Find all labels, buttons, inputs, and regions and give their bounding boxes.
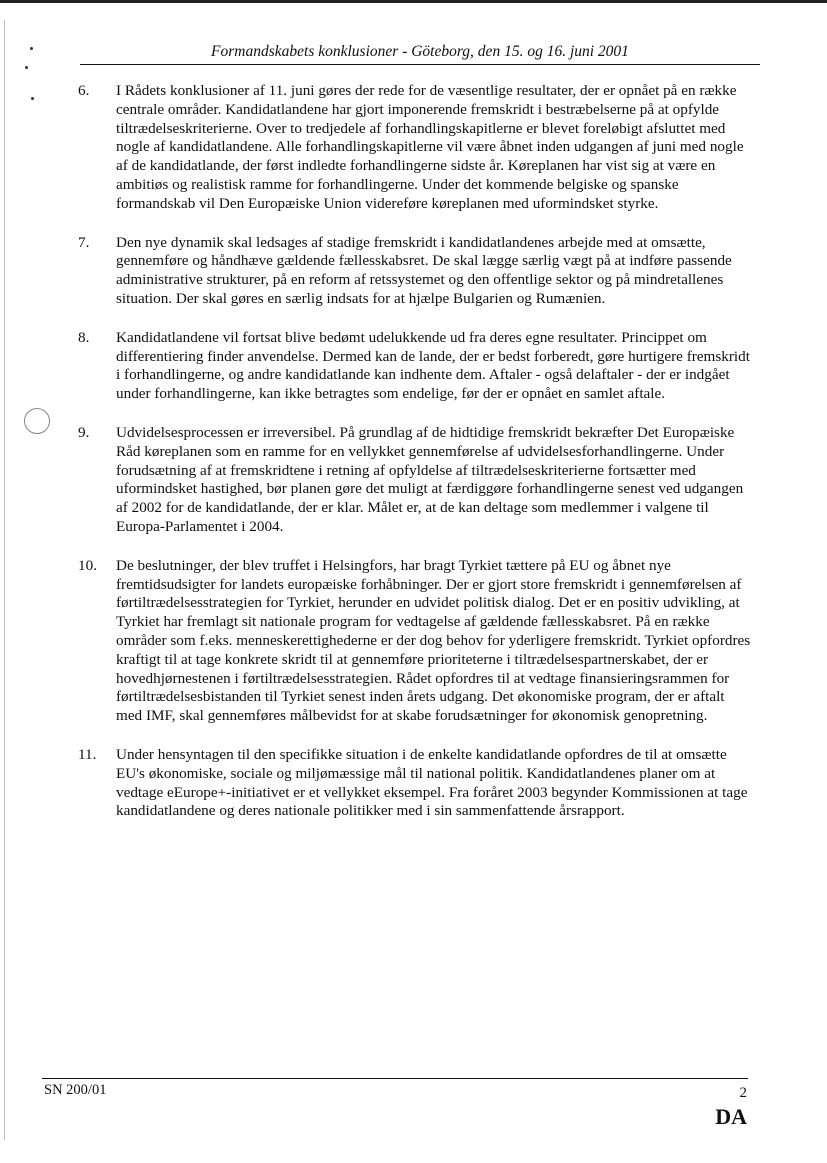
paragraph-text: Under hensyntagen til den specifikke situation i de enkelte kandidatlande opfordres de til at omsætte EU's økonomiske, sociale og miljømæssige mål til national politik. Kandidatlandenes planer om at vedtage eEurope+-initiativet er et vellykket eksempel. Fra foråret 2003 begynder Kommissionen at tage kandidatlandene og deres nationale politikker med i sin sammenfattende årsrapport. [116,745,748,820]
paragraph-7 [78,234,754,309]
paragraph-number: 8. [78,328,90,346]
margin-dot [25,66,28,69]
paragraph-10 [78,557,754,726]
paragraph-9 [78,424,754,537]
document-body [78,82,754,841]
paragraph-6 [78,82,754,214]
page-header [80,43,760,65]
margin-dot [30,47,33,50]
paragraph-number: 6. [78,82,90,99]
paragraph-number: 10. [78,556,97,574]
document-reference: SN 200/01 [44,1082,107,1098]
page-header-title: Formandskabets konklusioner - Göteborg, den 15. og 16. juni 2001 [211,43,629,60]
margin-dot [31,97,34,100]
paragraph-number: 7. [78,233,90,251]
punch-hole [24,408,50,434]
footer-divider [42,1078,748,1079]
paragraph-text: Den nye dynamik skal ledsages af stadige fremskridt i kandidatlandenes arbejde med at omsætte, gennemføre og håndhæve gældende fællesskabsret. De skal lægge særlig vægt på at indføre passende administrative strukturer, på en reform af retssystemet og den offentlige sektor og på mindretallenes situation. Der skal gøres en særlig indsats for at hjælpe Bulgarien og Rumænien. [116,233,732,307]
page-number: 2 [739,1085,747,1101]
paragraph-number: 11. [78,745,97,763]
scan-edge-top [0,0,827,3]
paragraph-text: De beslutninger, der blev truffet i Helsingfors, har bragt Tyrkiet tættere på EU og åbnet nye fremtidsudsigter for landets europæiske forhåbninger. Der er gjort store fremskridt i gennemførelsen af førtiltrædelsesstrategien for Tyrkiet, herunder en udvidet politisk dialog. Det er en positiv udvikling, at Tyrkiet har fremlagt sit nationale program for vedtagelse af gældende fællesskabsret. På en række områder som f.eks. menneskerettighederne er der dog behov for yderligere fremskridt. Tyrkiet opfordres kraftigt til at tage konkrete skridt til at gennemføre prioriteterne i tiltrædelsespartnerskabet, der er hovedhjørnestenen i førtiltrædelsesstrategien. Rådet opfordres til at vedtage finansieringsrammen for førtiltrædelsesbistanden til Tyrkiet senest inden årets udgang. Det økonomiske program, der er aftalt med IMF, skal gennemføres målbevidst for at skabe forudsætninger for økonomisk genopretning. [116,556,751,725]
paragraph-11 [78,746,754,821]
paragraph-text: Udvidelsesprocessen er irreversibel. På grundlag af de hidtidige fremskridt bekræfter Det Europæiske Råd køreplanen som en ramme for en vellykket gennemførelse af udvidelsesforhandlingerne. Under forudsætning af at fremskridtene i retning af opfyldelse af tiltrædelseskriterierne fortsætter med uformindsket hastighed, bør planen gøre det muligt at færdiggøre forhandlingerne senest ved udgangen af 2002 for de kandidatlande, der er klar. Målet er, at de kan deltage som medlemmer i valgene til Europa-Parlamentet i 2004. [116,423,744,535]
paragraph-text: Kandidatlandene vil fortsat blive bedømt udelukkende ud fra deres egne resultater. Princippet om differentiering finder anvendelse. Dermed kan de lande, der er bedst forberedt, gøre hurtigere fremskridt i forhandlingerne, og andre kandidatlande kan indhente dem. Aftaler - også delaftaler - der er indgået under forhandlingerne, kan ikke betragtes som endelige, før der er opnået en samlet aftale. [116,328,750,403]
paragraph-number: 9. [78,423,90,441]
scan-edge-left [4,20,5,1140]
language-code: DA [715,1104,747,1129]
paragraph-text: I Rådets konklusioner af 11. juni gøres der rede for de væsentlige resultater, der er opnået på en række centrale områder. Kandidatlandene har gjort imponerende fremskridt i bestræbelserne på at opfylde tiltrædelseskriterierne. Over to tredjedele af forhandlingskapitlerne er blevet foreløbigt afsluttet med nogle af kandidatlandene. Alle forhandlingskapitlerne vil være åbnet inden udgangen af juni med nogle af de kandidatlande, der først indledte forhandlingerne sidste år. Køreplanen har vist sig at være en ambitiøs og realistisk ramme for forhandlingerne. Under det kommende belgiske og spanske formandskab vil Den Europæiske Union videreføre køreplanen med uformindsket styrke. [116,82,744,212]
paragraph-8 [78,329,754,404]
